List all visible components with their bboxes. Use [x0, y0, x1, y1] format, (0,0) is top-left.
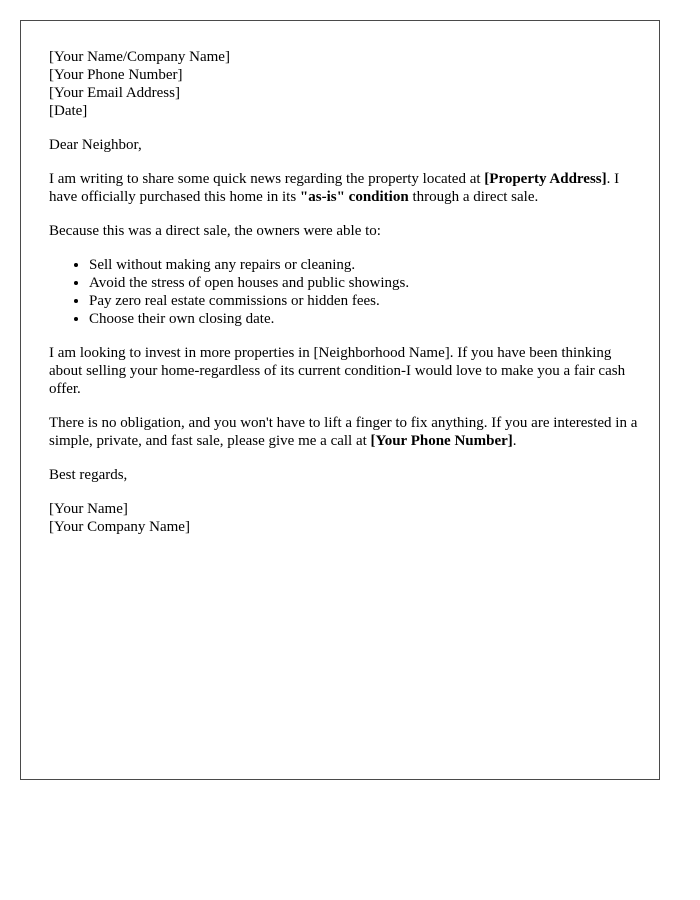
- letter-date: [Date]: [49, 103, 88, 119]
- intro-text-1: I am writing to share some quick news regarding the property located at: [49, 171, 485, 187]
- closing-text-1: There is no obligation, and you won't have to lift a finger to fix anything. If you are interested in a simple, private, and fast sale, please give me a call at: [49, 415, 638, 449]
- sender-name-company: [Your Name/Company Name]: [49, 49, 230, 65]
- signature-name: [Your Name]: [49, 501, 128, 517]
- letter-page: [20, 20, 660, 780]
- list-item: • Pay zero real estate commissions or hidden fees.: [89, 292, 639, 310]
- list-item: • Choose their own closing date.: [89, 310, 639, 328]
- letter-content: [49, 48, 639, 536]
- signature-block: [49, 500, 639, 536]
- sender-block: [49, 48, 639, 120]
- intro-text-2: . I have officially purchased this home in its: [49, 171, 620, 205]
- closing-text-2: .: [512, 433, 517, 449]
- signoff: Best regards,: [49, 467, 128, 483]
- as-is-condition: "as-is" condition: [299, 189, 409, 205]
- property-address: [Property Address]: [484, 171, 607, 187]
- sender-phone: [Your Phone Number]: [49, 67, 183, 83]
- signature-company: [Your Company Name]: [49, 519, 190, 535]
- intro-text-3: through a direct sale.: [408, 189, 539, 205]
- salutation: Dear Neighbor,: [49, 137, 142, 153]
- list-item: • Sell without making any repairs or cleaning.: [89, 256, 639, 274]
- intro-paragraph: [49, 170, 639, 206]
- sender-email: [Your Email Address]: [49, 85, 180, 101]
- closing-phone: [Your Phone Number]: [370, 433, 513, 449]
- offer-paragraph: I am looking to invest in more properties in [Neighborhood Name]. If you have been thinking about selling your home-regardless of its current condition-I would love to make you a fair cash offer.: [49, 345, 626, 397]
- benefits-intro: Because this was a direct sale, the owners were able to:: [49, 223, 381, 239]
- closing-paragraph: [49, 414, 639, 450]
- list-item: • Avoid the stress of open houses and public showings.: [89, 274, 639, 292]
- benefits-list: [49, 256, 639, 328]
